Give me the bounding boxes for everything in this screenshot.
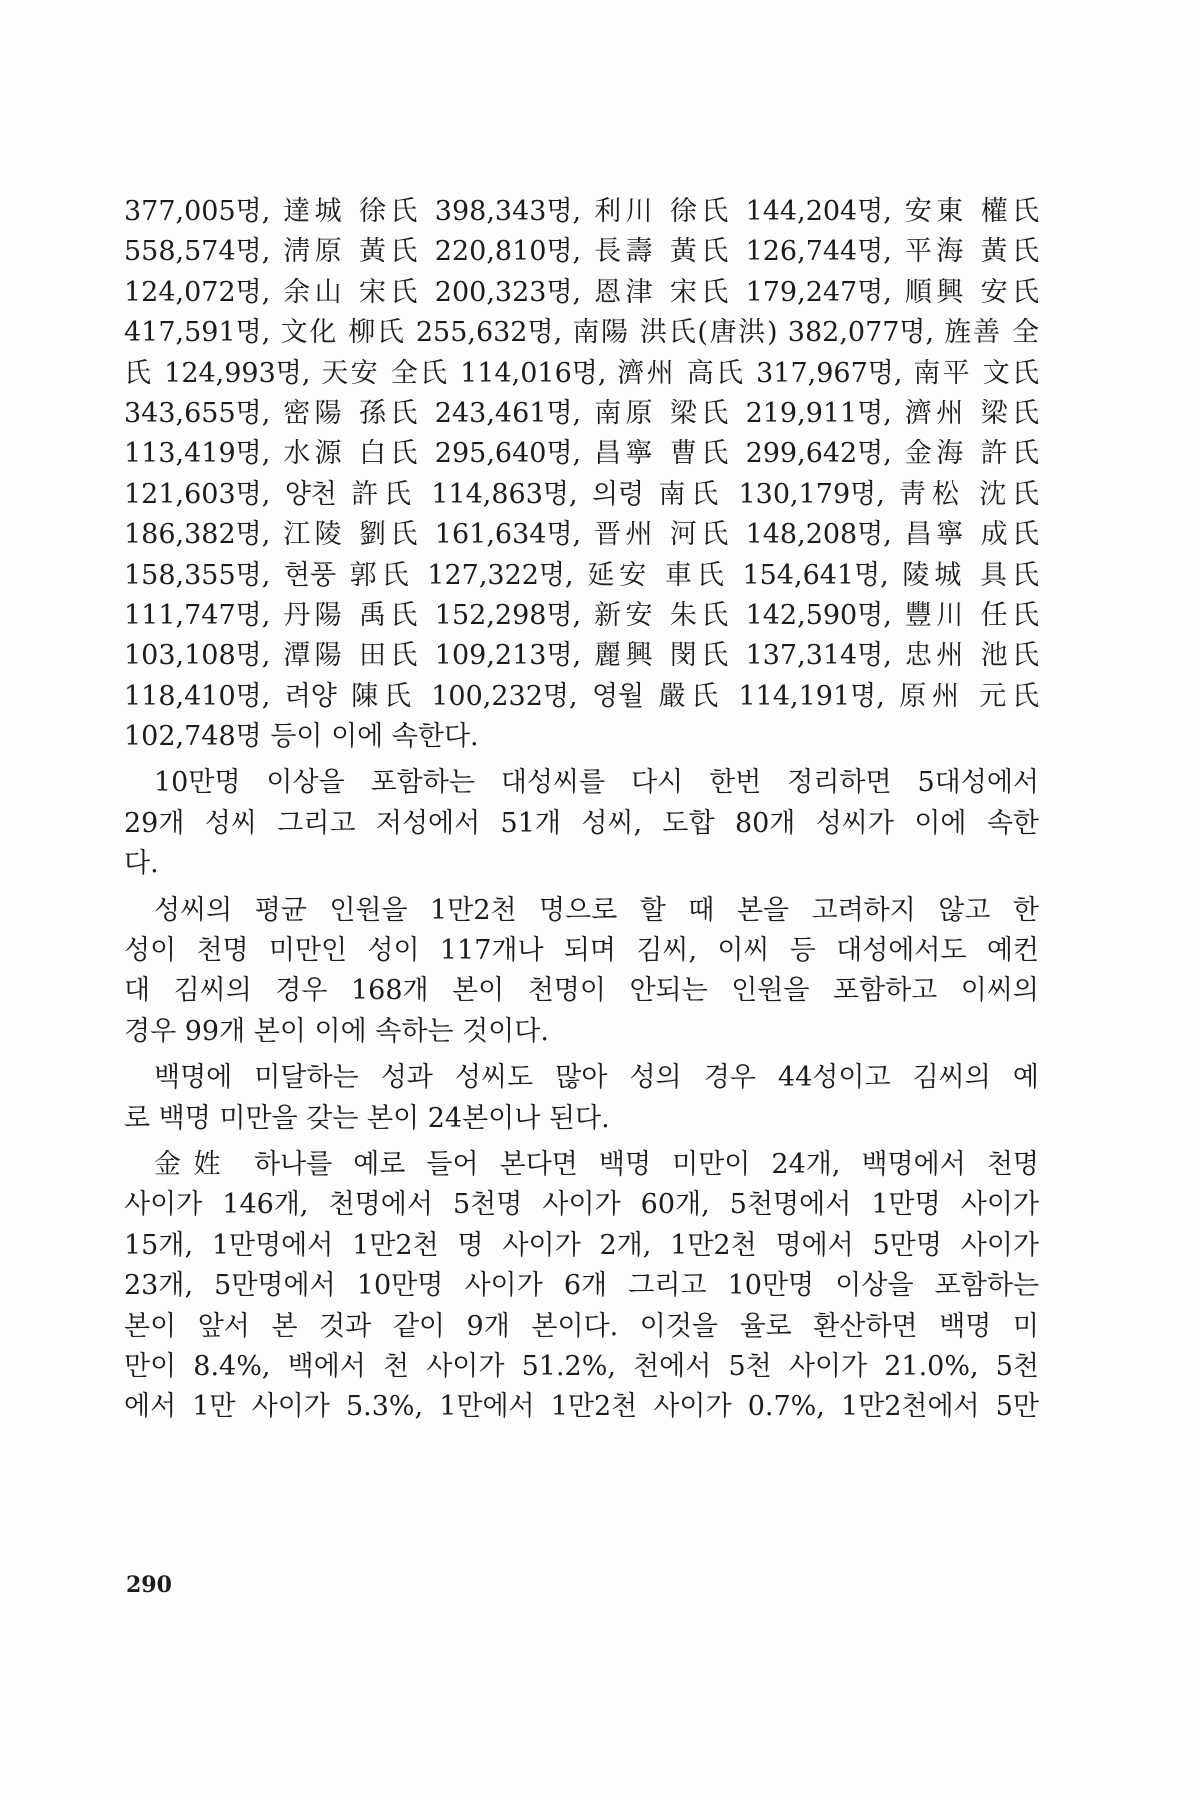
text-line: 金姓 하나를 예로 들어 본다면 백명 미만이 24개, 백명에서 천명 [154,1148,1039,1180]
text-line: 377,005명, 達城 徐氏 398,343명, 利川 徐氏 144,204명, 安東 權氏 [124,196,1039,227]
text-line: 29개 성씨 그리고 저성에서 51개 성씨, 도합 80개 성씨가 이에 속한 [124,807,1039,839]
text-line: 15개, 1만명에서 1만2천 명 사이가 2개, 1만2천 명에서 5만명 사이가 [124,1229,1039,1261]
text-line: 158,355명, 현풍 郭氏 127,322명, 延安 車氏 154,641명, 陵城 具氏 [124,559,1039,591]
text-line: 23개, 5만명에서 10만명 사이가 6개 그리고 10만명 이상을 포함하는 [124,1270,1039,1302]
text-line: 만이 8.4%, 백에서 천 사이가 51.2%, 천에서 5천 사이가 21.0%, 5천 [124,1350,1039,1382]
text-line: 186,382명, 江陵 劉氏 161,634명, 晋州 河氏 148,208명, 昌寧 成氏 [124,519,1039,551]
text-line: 417,591명, 文化 柳氏 255,632명, 南陽 洪氏(唐洪) 382,077명, 旌善 全 [124,317,1039,349]
text-line: 558,574명, 淸原 黃氏 220,810명, 長壽 黃氏 126,744명, 平海 黃氏 [124,236,1039,268]
text-line: 102,748명 등이 이에 속한다. [124,721,479,753]
page-number: 290 [126,1572,172,1598]
text-line: 氏 124,993명, 天安 全氏 114,016명, 濟州 高氏 317,967명, 南平 文氏 [124,357,1039,389]
text-line: 성이 천명 미만인 성이 117개나 되며 김씨, 이씨 등 대성에서도 예컨 [124,935,1039,967]
text-line: 경우 99개 본이 이에 속하는 것이다. [124,1015,549,1047]
text-line: 121,603명, 양천 許氏 114,863명, 의령 南氏 130,179명, 靑松 沈氏 [124,478,1039,510]
text-line: 111,747명, 丹陽 禹氏 152,298명, 新安 朱氏 142,590명, 豐川 任氏 [124,599,1039,631]
text-line: 로 백명 미만을 갖는 본이 24본이나 된다. [124,1102,610,1134]
text-line: 대 김씨의 경우 168개 본이 천명이 안되는 인원을 포함하고 이씨의 [124,975,1039,1007]
text-line: 118,410명, 려양 陳氏 100,232명, 영월 嚴氏 114,191명, 原州 元氏 [124,680,1039,712]
body-text [124,192,1039,1428]
text-line: 백명에 미달하는 성과 성씨도 많아 성의 경우 44성이고 김씨의 예 [154,1062,1039,1094]
text-line: 103,108명, 潭陽 田氏 109,213명, 麗興 閔氏 137,314명, 忠州 池氏 [124,640,1039,672]
text-line: 343,655명, 密陽 孫氏 243,461명, 南原 梁氏 219,911명, 濟州 梁氏 [124,397,1039,429]
text-line: 10만명 이상을 포함하는 대성씨를 다시 한번 정리하면 5대성에서 [154,767,1039,799]
text-line: 124,072명, 余山 宋氏 200,323명, 恩津 宋氏 179,247명, 順興 安氏 [124,276,1039,308]
text-line: 에서 1만 사이가 5.3%, 1만에서 1만2천 사이가 0.7%, 1만2천에서 5만 [124,1391,1039,1423]
text-line: 113,419명, 水源 白氏 295,640명, 昌寧 曹氏 299,642명, 金海 許氏 [124,438,1039,470]
text-line: 사이가 146개, 천명에서 5천명 사이가 60개, 5천명에서 1만명 사이가 [124,1189,1039,1221]
text-line: 성씨의 평균 인원을 1만2천 명으로 할 때 본을 고려하지 않고 한 [154,894,1039,926]
text-line: 본이 앞서 본 것과 같이 9개 본이다. 이것을 율로 환산하면 백명 미 [124,1310,1039,1342]
text-line: 다. [124,848,159,880]
